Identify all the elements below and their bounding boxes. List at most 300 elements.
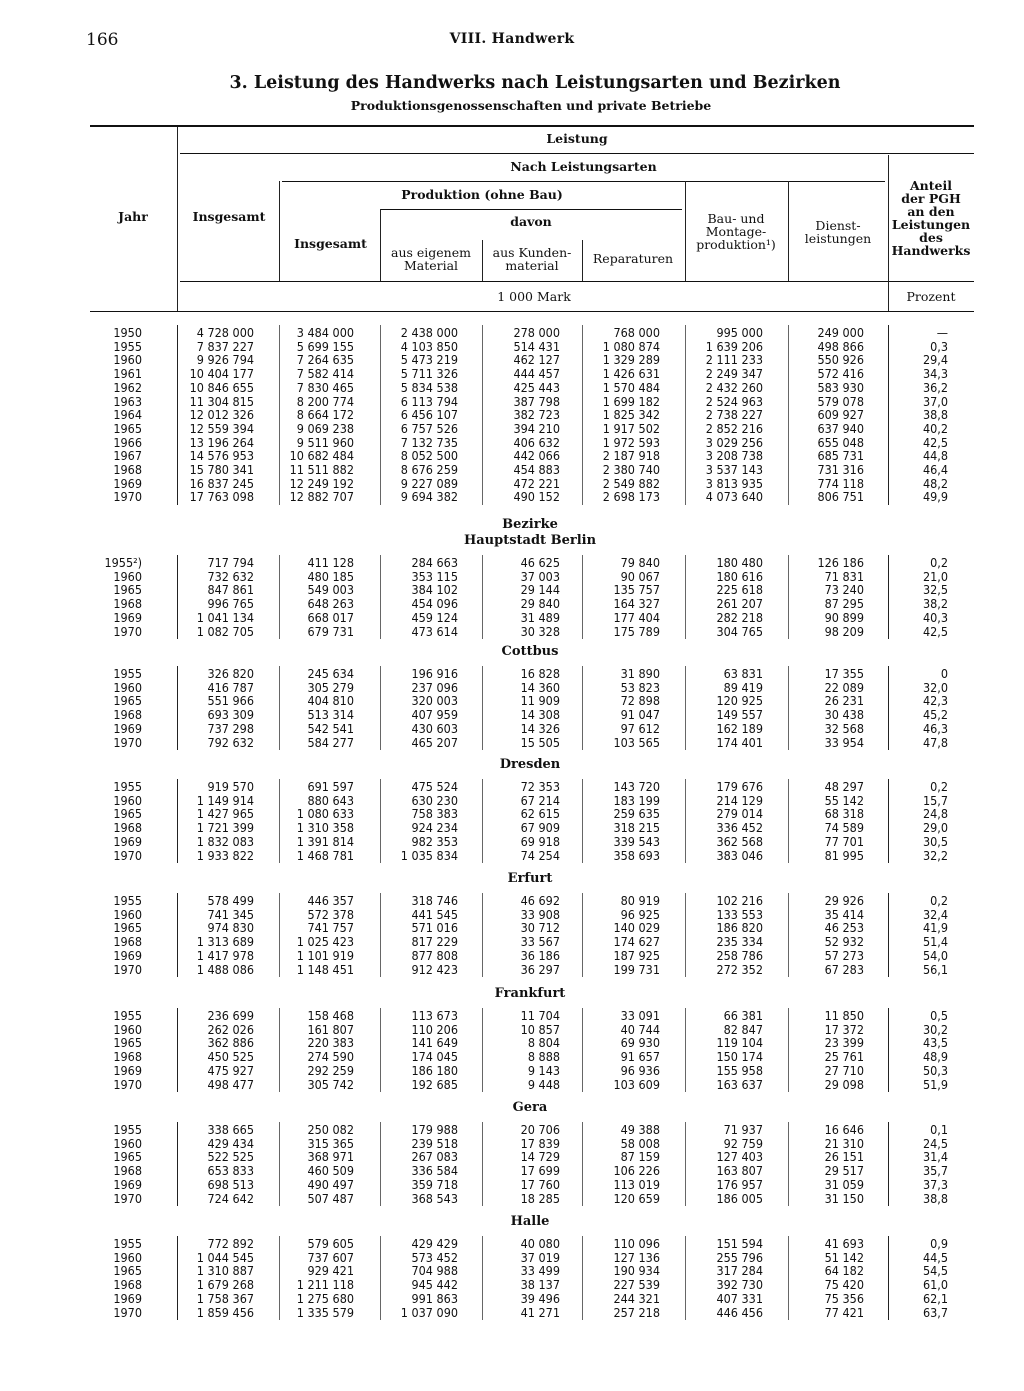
- cell-reparaturen: 2 698 173: [602, 489, 660, 505]
- cell-bau-montage: 163 807: [716, 1163, 763, 1179]
- cell-aus-eigenem-material: 1 035 834: [400, 847, 458, 863]
- cell-produktion-insgesamt: 8 200 774: [296, 393, 354, 409]
- cell-reparaturen: 1 080 874: [602, 338, 660, 354]
- cell-year: 1969: [113, 1176, 142, 1192]
- cell-produktion-insgesamt: 1 211 118: [296, 1277, 354, 1293]
- cell-aus-kundenmaterial: 442 066: [513, 448, 560, 464]
- cell-produktion-insgesamt: 9 511 960: [296, 434, 354, 450]
- cell-insgesamt: 362 886: [207, 1035, 254, 1051]
- cell-aus-kundenmaterial: 17 699: [520, 1163, 560, 1179]
- cell-insgesamt: 236 699: [207, 1008, 254, 1023]
- cell-anteil-pgh: 15,7: [922, 792, 948, 808]
- cell-dienstleistungen: 29 926: [824, 893, 864, 908]
- cell-aus-kundenmaterial: 67 909: [520, 820, 560, 836]
- cell-bau-montage: 180 480: [716, 555, 763, 570]
- cell-aus-kundenmaterial: 33 499: [520, 1263, 560, 1279]
- cell-insgesamt: 551 966: [207, 693, 254, 709]
- cell-aus-kundenmaterial: 67 214: [520, 792, 560, 808]
- cell-produktion-insgesamt: 11 511 882: [289, 462, 354, 477]
- cell-insgesamt: 10 846 655: [189, 379, 254, 395]
- cell-anteil-pgh: 51,4: [922, 934, 948, 950]
- cell-year: 1969: [113, 720, 142, 736]
- cell-year: 1970: [113, 734, 142, 750]
- cell-anteil-pgh: 45,2: [922, 707, 948, 723]
- cell-aus-kundenmaterial: 74 254: [520, 847, 560, 863]
- cell-reparaturen: 87 159: [620, 1149, 660, 1165]
- cell-bau-montage: 1 639 206: [705, 338, 763, 354]
- cell-reparaturen: 69 930: [620, 1035, 660, 1051]
- cell-reparaturen: 358 693: [613, 847, 660, 863]
- cell-produktion-insgesamt: 460 509: [307, 1163, 354, 1179]
- cell-dienstleistungen: 23 399: [824, 1035, 864, 1051]
- cell-aus-kundenmaterial: 20 706: [520, 1122, 560, 1137]
- cell-reparaturen: 174 627: [613, 934, 660, 950]
- cell-year: 1969: [113, 609, 142, 625]
- cell-reparaturen: 1 825 342: [602, 407, 660, 423]
- cell-aus-eigenem-material: 237 096: [411, 679, 458, 695]
- cell-dienstleistungen: 75 356: [824, 1290, 864, 1306]
- cell-insgesamt: 772 892: [207, 1236, 254, 1251]
- cell-insgesamt: 14 576 953: [189, 448, 254, 464]
- cell-anteil-pgh: 40,2: [922, 420, 948, 436]
- cell-bau-montage: 2 111 233: [705, 352, 763, 368]
- cell-aus-eigenem-material: 320 003: [411, 693, 458, 709]
- cell-produktion-insgesamt: 1 025 423: [296, 934, 354, 950]
- cell-produktion-insgesamt: 12 882 707: [289, 489, 354, 505]
- cell-year: 1955: [113, 1122, 142, 1137]
- cell-dienstleistungen: 31 150: [824, 1190, 864, 1206]
- cell-bau-montage: 162 189: [716, 720, 763, 736]
- cell-insgesamt: 1 310 887: [196, 1263, 254, 1279]
- cell-anteil-pgh: 40,3: [922, 609, 948, 625]
- cell-anteil-pgh: 49,9: [922, 489, 948, 505]
- cell-aus-kundenmaterial: 387 798: [513, 393, 560, 409]
- cell-year: 1966: [113, 434, 142, 450]
- cell-produktion-insgesamt: 10 682 484: [289, 448, 354, 464]
- cell-bau-montage: 133 553: [716, 906, 763, 922]
- cell-reparaturen: 257 218: [613, 1304, 660, 1320]
- cell-dienstleistungen: 731 316: [817, 462, 864, 477]
- cell-anteil-pgh: 38,2: [922, 596, 948, 612]
- cell-year: 1970: [113, 961, 142, 977]
- cell-produktion-insgesamt: 8 664 172: [296, 407, 354, 423]
- cell-produktion-insgesamt: 691 597: [307, 779, 354, 794]
- cell-year: 1968: [113, 707, 142, 723]
- cell-dienstleistungen: 249 000: [817, 325, 864, 340]
- table-row: [0, 722, 1024, 736]
- cell-dienstleistungen: 57 273: [824, 947, 864, 963]
- cell-year: 1955: [113, 666, 142, 681]
- table-row: [0, 821, 1024, 835]
- cell-reparaturen: 183 199: [613, 792, 660, 808]
- cell-aus-eigenem-material: 982 353: [411, 833, 458, 849]
- cell-year: 1965: [113, 1263, 142, 1279]
- table-row: [0, 807, 1024, 821]
- cell-produktion-insgesamt: 9 069 238: [296, 420, 354, 436]
- cell-year: 1955: [113, 779, 142, 794]
- cell-bau-montage: 186 005: [716, 1190, 763, 1206]
- cell-bau-montage: 304 765: [716, 623, 763, 639]
- cell-produktion-insgesamt: 12 249 192: [289, 475, 354, 491]
- cell-aus-kundenmaterial: 9 143: [527, 1062, 560, 1078]
- cell-year: 1968: [113, 462, 142, 477]
- cell-aus-kundenmaterial: 39 496: [520, 1290, 560, 1306]
- cell-aus-kundenmaterial: 36 297: [520, 961, 560, 977]
- table-row: [0, 667, 1024, 681]
- cell-year: 1969: [113, 833, 142, 849]
- cell-anteil-pgh: 0,5: [930, 1008, 948, 1023]
- header-reparaturen: Reparaturen: [592, 251, 674, 266]
- cell-aus-eigenem-material: 459 124: [411, 609, 458, 625]
- cell-anteil-pgh: 0,2: [930, 893, 948, 908]
- cell-year: 1960: [113, 679, 142, 695]
- cell-reparaturen: 199 731: [613, 961, 660, 977]
- cell-aus-eigenem-material: 5 834 538: [400, 379, 458, 395]
- table-row: [0, 381, 1024, 395]
- cell-aus-kundenmaterial: 46 692: [520, 893, 560, 908]
- cell-aus-eigenem-material: 465 207: [411, 734, 458, 750]
- header-bottom-rule: [90, 311, 974, 312]
- cell-aus-eigenem-material: 407 959: [411, 707, 458, 723]
- cell-dienstleistungen: 87 295: [824, 596, 864, 612]
- cell-aus-eigenem-material: 817 229: [411, 934, 458, 950]
- cell-anteil-pgh: 36,2: [922, 379, 948, 395]
- cell-bau-montage: 407 331: [716, 1290, 763, 1306]
- cell-dienstleistungen: 98 209: [824, 623, 864, 639]
- table-row: [0, 556, 1024, 570]
- cell-produktion-insgesamt: 7 830 465: [296, 379, 354, 395]
- cell-anteil-pgh: 24,8: [922, 806, 948, 822]
- cell-bau-montage: 255 796: [716, 1249, 763, 1265]
- cell-aus-eigenem-material: 429 429: [411, 1236, 458, 1251]
- cell-produktion-insgesamt: 648 263: [307, 596, 354, 612]
- page-number: 166: [86, 30, 119, 50]
- cell-produktion-insgesamt: 737 607: [307, 1249, 354, 1265]
- cell-aus-eigenem-material: 4 103 850: [400, 338, 458, 354]
- header-divider: [279, 181, 280, 281]
- table-row: [0, 367, 1024, 381]
- cell-bau-montage: 163 637: [716, 1076, 763, 1092]
- cell-bau-montage: 127 403: [716, 1149, 763, 1165]
- cell-reparaturen: 96 936: [620, 1062, 660, 1078]
- cell-year: 1965: [113, 1035, 142, 1051]
- header-unit-mark: 1 000 Mark: [497, 289, 571, 304]
- cell-insgesamt: 1 488 086: [196, 961, 254, 977]
- cell-aus-eigenem-material: 877 808: [411, 947, 458, 963]
- cell-reparaturen: 40 744: [620, 1021, 660, 1037]
- cell-insgesamt: 12 559 394: [189, 420, 254, 436]
- cell-year: 1963: [113, 393, 142, 409]
- cell-aus-kundenmaterial: 41 271: [520, 1304, 560, 1320]
- cell-anteil-pgh: 32,4: [922, 906, 948, 922]
- cell-aus-kundenmaterial: 17 760: [520, 1176, 560, 1192]
- cell-aus-kundenmaterial: 40 080: [520, 1236, 560, 1251]
- cell-produktion-insgesamt: 446 357: [307, 893, 354, 908]
- cell-aus-eigenem-material: 9 694 382: [400, 489, 458, 505]
- cell-bau-montage: 3 029 256: [705, 434, 763, 450]
- cell-dienstleistungen: 52 932: [824, 934, 864, 950]
- cell-year: 1960: [113, 1249, 142, 1265]
- cell-reparaturen: 135 757: [613, 582, 660, 598]
- cell-aus-eigenem-material: 384 102: [411, 582, 458, 598]
- cell-aus-eigenem-material: 704 988: [411, 1263, 458, 1279]
- cell-year: 1950: [113, 325, 142, 340]
- cell-anteil-pgh: 37,3: [922, 1176, 948, 1192]
- cell-produktion-insgesamt: 513 314: [307, 707, 354, 723]
- cell-anteil-pgh: 63,7: [922, 1304, 948, 1320]
- cell-reparaturen: 33 091: [620, 1008, 660, 1023]
- cell-dienstleistungen: 55 142: [824, 792, 864, 808]
- header-jahr: Jahr: [118, 209, 148, 224]
- cell-dienstleistungen: 73 240: [824, 582, 864, 598]
- header-bau: Bau- und Montage- produktion¹): [696, 211, 776, 252]
- cell-year: 1960: [113, 906, 142, 922]
- cell-reparaturen: 90 067: [620, 568, 660, 584]
- cell-aus-kundenmaterial: 17 839: [520, 1135, 560, 1151]
- cell-dienstleistungen: 29 098: [824, 1076, 864, 1092]
- cell-reparaturen: 1 972 593: [602, 434, 660, 450]
- cell-aus-eigenem-material: 475 524: [411, 779, 458, 794]
- cell-dienstleistungen: 31 059: [824, 1176, 864, 1192]
- cell-anteil-pgh: 38,8: [922, 1190, 948, 1206]
- table-row: [0, 1264, 1024, 1278]
- cell-anteil-pgh: 42,5: [922, 623, 948, 639]
- cell-bau-montage: 383 046: [716, 847, 763, 863]
- cell-reparaturen: 120 659: [613, 1190, 660, 1206]
- header-prod-insgesamt: Insgesamt: [294, 236, 367, 251]
- cell-aus-kundenmaterial: 15 505: [520, 734, 560, 750]
- table-row: [0, 625, 1024, 639]
- cell-dienstleistungen: 27 710: [824, 1062, 864, 1078]
- cell-year: 1962: [113, 379, 142, 395]
- cell-dienstleistungen: 583 930: [817, 379, 864, 395]
- cell-anteil-pgh: 48,9: [922, 1049, 948, 1065]
- cell-insgesamt: 15 780 341: [189, 462, 254, 477]
- cell-aus-eigenem-material: 430 603: [411, 720, 458, 736]
- table-row: [0, 1292, 1024, 1306]
- cell-aus-kundenmaterial: 14 308: [520, 707, 560, 723]
- table-row: [0, 583, 1024, 597]
- table-body: [0, 326, 1024, 1326]
- cell-anteil-pgh: 51,9: [922, 1076, 948, 1092]
- cell-insgesamt: 1 044 545: [196, 1249, 254, 1265]
- cell-anteil-pgh: 50,3: [922, 1062, 948, 1078]
- cell-insgesamt: 717 794: [207, 555, 254, 570]
- cell-anteil-pgh: 47,8: [922, 734, 948, 750]
- cell-anteil-pgh: 24,5: [922, 1135, 948, 1151]
- cell-aus-kundenmaterial: 14 729: [520, 1149, 560, 1165]
- cell-produktion-insgesamt: 411 128: [307, 555, 354, 570]
- cell-anteil-pgh: 0: [940, 666, 948, 681]
- cell-year: 1968: [113, 1277, 142, 1293]
- cell-insgesamt: 693 309: [207, 707, 254, 723]
- table-row: [0, 1064, 1024, 1078]
- table-subtitle: Produktionsgenossenschaften und private Betriebe: [350, 98, 712, 113]
- cell-anteil-pgh: 54,0: [922, 947, 948, 963]
- cell-reparaturen: 58 008: [620, 1135, 660, 1151]
- cell-reparaturen: 1 699 182: [602, 393, 660, 409]
- header-rule: [180, 281, 974, 282]
- cell-bau-montage: 92 759: [723, 1135, 763, 1151]
- cell-bau-montage: 102 216: [716, 893, 763, 908]
- cell-year: 1964: [113, 407, 142, 423]
- cell-aus-eigenem-material: 6 113 794: [400, 393, 458, 409]
- cell-bau-montage: 151 594: [716, 1236, 763, 1251]
- cell-aus-kundenmaterial: 11 704: [520, 1008, 560, 1023]
- header-insgesamt: Insgesamt: [192, 209, 266, 224]
- cell-produktion-insgesamt: 579 605: [307, 1236, 354, 1251]
- cell-anteil-pgh: 29,0: [922, 820, 948, 836]
- cell-reparaturen: 318 215: [613, 820, 660, 836]
- cell-dienstleistungen: 17 355: [824, 666, 864, 681]
- cell-aus-eigenem-material: 110 206: [411, 1021, 458, 1037]
- cell-year: 1961: [113, 366, 142, 382]
- cell-bau-montage: 261 207: [716, 596, 763, 612]
- cell-year: 1967: [113, 448, 142, 464]
- cell-produktion-insgesamt: 315 365: [307, 1135, 354, 1151]
- cell-produktion-insgesamt: 507 487: [307, 1190, 354, 1206]
- cell-bau-montage: 119 104: [716, 1035, 763, 1051]
- cell-aus-kundenmaterial: 472 221: [513, 475, 560, 491]
- cell-bau-montage: 89 419: [723, 679, 763, 695]
- cell-produktion-insgesamt: 368 971: [307, 1149, 354, 1165]
- cell-aus-kundenmaterial: 10 857: [520, 1021, 560, 1037]
- cell-reparaturen: 113 019: [613, 1176, 660, 1192]
- cell-produktion-insgesamt: 158 468: [307, 1008, 354, 1023]
- chapter-heading: VIII. Handwerk: [449, 31, 575, 47]
- cell-aus-eigenem-material: 758 383: [411, 806, 458, 822]
- cell-aus-kundenmaterial: 382 723: [513, 407, 560, 423]
- cell-insgesamt: 416 787: [207, 679, 254, 695]
- cell-aus-kundenmaterial: 30 328: [520, 623, 560, 639]
- cell-aus-kundenmaterial: 425 443: [513, 379, 560, 395]
- cell-produktion-insgesamt: 490 497: [307, 1176, 354, 1192]
- cell-dienstleistungen: 774 118: [817, 475, 864, 491]
- cell-aus-eigenem-material: 2 438 000: [400, 325, 458, 340]
- cell-anteil-pgh: 38,8: [922, 407, 948, 423]
- section-heading: Hauptstadt Berlin: [463, 533, 597, 548]
- section-heading: Frankfurt: [494, 986, 566, 1001]
- cell-aus-eigenem-material: 113 673: [411, 1008, 458, 1023]
- cell-aus-kundenmaterial: 72 353: [520, 779, 560, 794]
- cell-aus-eigenem-material: 6 456 107: [400, 407, 458, 423]
- cell-aus-eigenem-material: 368 543: [411, 1190, 458, 1206]
- cell-year: 1965: [113, 1149, 142, 1165]
- cell-insgesamt: 338 665: [207, 1122, 254, 1137]
- cell-reparaturen: 53 823: [620, 679, 660, 695]
- table-row: [0, 408, 1024, 422]
- table-row: [0, 908, 1024, 922]
- cell-dienstleistungen: 74 589: [824, 820, 864, 836]
- cell-anteil-pgh: 32,2: [922, 847, 948, 863]
- cell-dienstleistungen: 806 751: [817, 489, 864, 505]
- cell-insgesamt: 737 298: [207, 720, 254, 736]
- cell-aus-eigenem-material: 336 584: [411, 1163, 458, 1179]
- cell-bau-montage: 2 738 227: [705, 407, 763, 423]
- cell-insgesamt: 17 763 098: [189, 489, 254, 505]
- cell-aus-kundenmaterial: 11 909: [520, 693, 560, 709]
- cell-aus-kundenmaterial: 33 908: [520, 906, 560, 922]
- cell-aus-eigenem-material: 284 663: [411, 555, 458, 570]
- cell-year: 1968: [113, 934, 142, 950]
- cell-aus-kundenmaterial: 69 918: [520, 833, 560, 849]
- bezirke-heading: Bezirke: [502, 517, 558, 532]
- cell-aus-eigenem-material: 630 230: [411, 792, 458, 808]
- cell-dienstleistungen: 29 517: [824, 1163, 864, 1179]
- cell-bau-montage: 180 616: [716, 568, 763, 584]
- cell-bau-montage: 150 174: [716, 1049, 763, 1065]
- cell-aus-kundenmaterial: 14 360: [520, 679, 560, 695]
- cell-year: 1965: [113, 806, 142, 822]
- cell-bau-montage: 446 456: [716, 1304, 763, 1320]
- cell-produktion-insgesamt: 274 590: [307, 1049, 354, 1065]
- cell-insgesamt: 450 525: [207, 1049, 254, 1065]
- cell-produktion-insgesamt: 292 259: [307, 1062, 354, 1078]
- cell-reparaturen: 31 890: [620, 666, 660, 681]
- cell-insgesamt: 1 427 965: [196, 806, 254, 822]
- cell-year: 1965: [113, 420, 142, 436]
- cell-aus-eigenem-material: 8 676 259: [400, 462, 458, 477]
- table-row: [0, 477, 1024, 491]
- cell-insgesamt: 792 632: [207, 734, 254, 750]
- cell-anteil-pgh: 0,1: [930, 1122, 948, 1137]
- cell-produktion-insgesamt: 668 017: [307, 609, 354, 625]
- table-row: [0, 1036, 1024, 1050]
- table-row: [0, 490, 1024, 504]
- cell-produktion-insgesamt: 542 541: [307, 720, 354, 736]
- cell-insgesamt: 1 041 134: [196, 609, 254, 625]
- cell-year: 1969: [113, 1062, 142, 1078]
- cell-aus-kundenmaterial: 37 019: [520, 1249, 560, 1265]
- cell-bau-montage: 258 786: [716, 947, 763, 963]
- cell-produktion-insgesamt: 1 335 579: [296, 1304, 354, 1320]
- cell-year: 1960: [113, 1021, 142, 1037]
- cell-anteil-pgh: 54,5: [922, 1263, 948, 1279]
- cell-insgesamt: 919 570: [207, 779, 254, 794]
- cell-reparaturen: 97 612: [620, 720, 660, 736]
- cell-year: 1960: [113, 1135, 142, 1151]
- cell-reparaturen: 106 226: [613, 1163, 660, 1179]
- cell-aus-eigenem-material: 174 045: [411, 1049, 458, 1065]
- cell-produktion-insgesamt: 1 310 358: [296, 820, 354, 836]
- cell-bau-montage: 336 452: [716, 820, 763, 836]
- cell-dienstleistungen: 572 416: [817, 366, 864, 382]
- cell-bau-montage: 362 568: [716, 833, 763, 849]
- table-row: [0, 780, 1024, 794]
- cell-bau-montage: 2 249 347: [705, 366, 763, 382]
- cell-anteil-pgh: 46,3: [922, 720, 948, 736]
- cell-insgesamt: 1 758 367: [196, 1290, 254, 1306]
- cell-aus-eigenem-material: 192 685: [411, 1076, 458, 1092]
- cell-produktion-insgesamt: 305 742: [307, 1076, 354, 1092]
- cell-aus-eigenem-material: 9 227 089: [400, 475, 458, 491]
- cell-reparaturen: 164 327: [613, 596, 660, 612]
- cell-dienstleistungen: 637 940: [817, 420, 864, 436]
- header-rule: [180, 153, 974, 154]
- cell-insgesamt: 741 345: [207, 906, 254, 922]
- cell-bau-montage: 279 014: [716, 806, 763, 822]
- cell-reparaturen: 49 388: [620, 1122, 660, 1137]
- cell-aus-kundenmaterial: 454 883: [513, 462, 560, 477]
- table-row: [0, 1237, 1024, 1251]
- cell-anteil-pgh: 30,2: [922, 1021, 948, 1037]
- cell-reparaturen: 1 426 631: [602, 366, 660, 382]
- cell-aus-eigenem-material: 186 180: [411, 1062, 458, 1078]
- cell-aus-kundenmaterial: 33 567: [520, 934, 560, 950]
- cell-anteil-pgh: 0,9: [930, 1236, 948, 1251]
- header-divider: [177, 127, 178, 311]
- cell-produktion-insgesamt: 1 391 814: [296, 833, 354, 849]
